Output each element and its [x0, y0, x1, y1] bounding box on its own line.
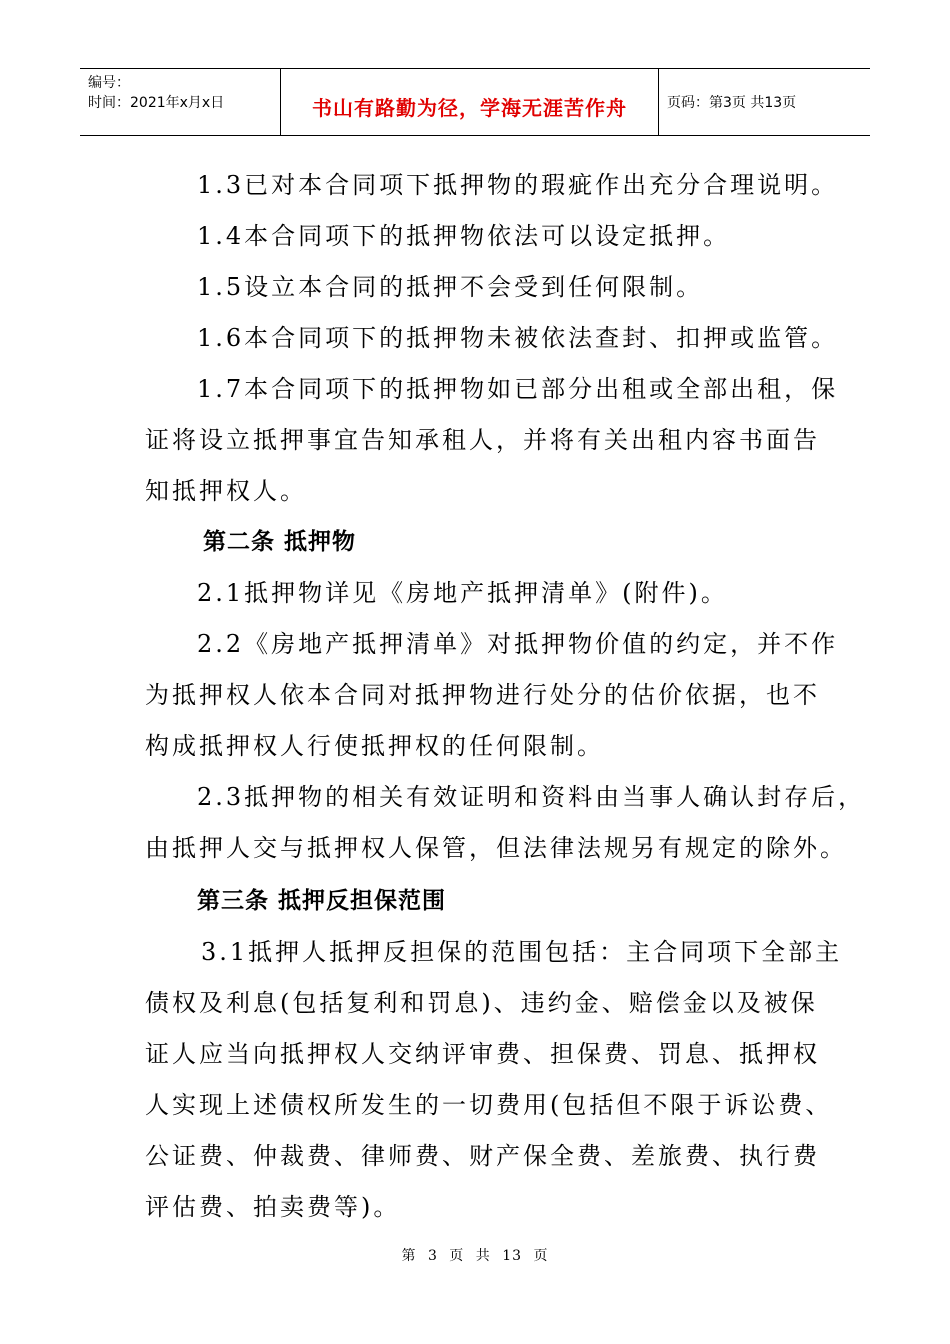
clause-3-1-line-6: 评估费、拍卖费等)。: [145, 1193, 401, 1221]
clause-1-5: 1.5设立本合同的抵押不会受到任何限制。: [197, 273, 704, 301]
clause-1-7-line-3: 知抵押权人。: [145, 477, 307, 505]
clause-1-7-line-2: 证将设立抵押事宜告知承租人，并将有关出租内容书面告: [145, 426, 820, 454]
article-3-heading: 第三条 抵押反担保范围: [197, 888, 447, 914]
document-number-label: 编号：: [88, 75, 130, 91]
clause-3-1-line-3: 证人应当向抵押权人交纳评审费、担保费、罚息、抵押权: [145, 1040, 820, 1068]
article-2-heading: 第二条 抵押物: [203, 529, 357, 555]
clause-1-6: 1.6本合同项下的抵押物未被依法查封、扣押或监管。: [197, 324, 839, 352]
header-motto-cell: [281, 69, 659, 135]
header-motto: 书山有路勤为径，学海无涯苦作舟: [312, 95, 627, 120]
clause-1-4: 1.4本合同项下的抵押物依法可以设定抵押。: [197, 222, 731, 250]
clause-3-1-line-5: 公证费、仲裁费、律师费、财产保全费、差旅费、执行费: [145, 1142, 820, 1170]
clause-3-1-line-1: 3.1抵押人抵押反担保的范围包括：主合同项下全部主: [201, 938, 843, 966]
clause-2-2-line-3: 构成抵押权人行使抵押权的任何限制。: [145, 732, 604, 760]
clause-1-7-line-1: 1.7本合同项下的抵押物如已部分出租或全部出租，保: [197, 375, 839, 403]
document-body: [145, 160, 866, 1233]
page-footer: 第 3 页 共 13 页: [401, 1248, 549, 1264]
clause-3-1-line-2: 债权及利息(包括复利和罚息)、违约金、赔偿金以及被保: [145, 989, 818, 1017]
page-header: [80, 68, 870, 136]
header-meta: [80, 69, 281, 135]
document-date: 时间：2021年x月x日: [88, 95, 225, 111]
header-page-info: 页码：第3页 共13页: [667, 95, 797, 111]
clause-2-2-line-1: 2.2《房地产抵押清单》对抵押物价值的约定，并不作: [197, 630, 839, 658]
clause-2-3-line-2: 由抵押人交与抵押权人保管，但法律法规另有规定的除外。: [145, 834, 847, 862]
clause-3-1-line-4: 人实现上述债权所发生的一切费用(包括但不限于诉讼费、: [145, 1091, 833, 1119]
clause-2-1: 2.1抵押物详见《房地产抵押清单》(附件)。: [197, 579, 728, 607]
clause-1-3: 1.3已对本合同项下抵押物的瑕疵作出充分合理说明。: [197, 171, 839, 199]
clause-2-2-line-2: 为抵押权人依本合同对抵押物进行处分的估价依据，也不: [145, 681, 820, 709]
clause-2-3-line-1: 2.3抵押物的相关有效证明和资料由当事人确认封存后，: [197, 783, 866, 811]
